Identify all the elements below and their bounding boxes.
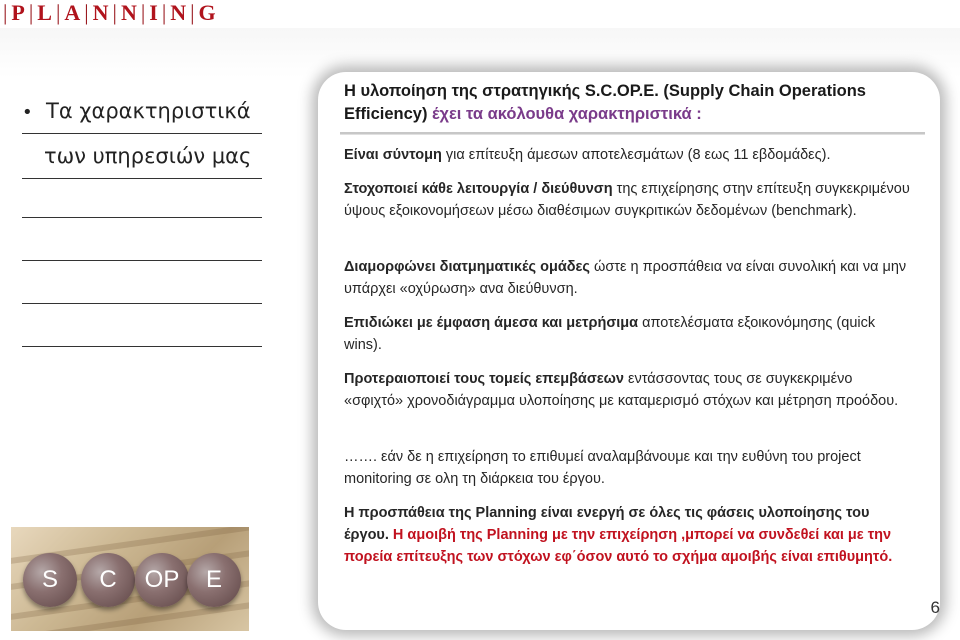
- logo-letter: I: [149, 0, 159, 25]
- sidebar: [22, 96, 262, 168]
- scope-coin-s: S: [23, 553, 77, 607]
- paragraph-3-bold: Διαμορφώνει διατμηματικές ομάδες: [344, 259, 590, 275]
- page-number: 6: [930, 598, 940, 617]
- paragraph-2-bold: Στοχοποιεί κάθε λειτουργία / διεύθυνση: [344, 181, 613, 197]
- paragraph-2-text: της επιχείρησης στην επίτευξη συγκεκριμένου ύψους εξοικονομήσεων μέσω διαθέσιμων συγκριτικών δεδομένων (benchmark).: [344, 181, 910, 219]
- paragraph-7-bold: Η προσπάθεια της Planning είναι ενεργή σε όλες τις φάσεις υλοποίησης του έργου.: [344, 505, 870, 543]
- planning-logo: | P | L | A | N | N | I | N | G: [3, 0, 217, 25]
- content-card: [318, 72, 940, 630]
- logo-letter: G: [198, 0, 217, 25]
- title-divider: [340, 132, 925, 135]
- sidebar-rule: [22, 217, 262, 218]
- sidebar-heading-line2: των υπηρεσιών μας: [44, 144, 252, 168]
- card-title-accent: έχει τα ακόλουθα χαρακτηριστικά :: [427, 105, 702, 123]
- logo-letter: N: [92, 0, 110, 25]
- paragraph-5-bold: Προτεραιοποιεί τους τομείς επεμβάσεων: [344, 371, 624, 387]
- paragraph-3-text: ώστε η προσπάθεια να είναι συνολική και να μην υπάρχει «οχύρωση» ανα διεύθυνση.: [344, 259, 907, 297]
- scope-coin-c: C: [81, 553, 135, 607]
- paragraph-3: [344, 256, 914, 300]
- paragraph-7: [344, 502, 914, 568]
- sidebar-rule: [22, 303, 262, 304]
- logo-letter: P: [11, 0, 26, 25]
- card-title: [344, 80, 914, 126]
- paragraph-4-bold: Επιδιώκει με έμφαση άμεσα και μετρήσιμα: [344, 315, 639, 331]
- sidebar-rule: [22, 133, 262, 134]
- bullet-icon: •: [22, 102, 33, 123]
- card-title-main: Η υλοποίηση της στρατηγικής S.C.OP.E. (Supply Chain Operations Efficiency): [344, 82, 866, 123]
- paragraph-6: ……. εάν δε η επιχείρηση το επιθυμεί αναλαμβάνουμε και την ευθύνη του project monitoring σε ολη τη διάρκεια του έργου.: [344, 449, 861, 487]
- logo-letter: N: [120, 0, 138, 25]
- paragraph-1: [344, 144, 914, 166]
- paragraph-7-highlight: Η αμοιβή της Planning με την επιχείρηση ,μπορεί να συνδεθεί και με την πορεία επίτευξης των στόχων εφ΄όσον αυτό το σχήμα αμοιβής είναι επιθυμητό.: [344, 527, 893, 565]
- paragraph-4-text: αποτελέσματα εξοικονόμησης (quick wins).: [344, 315, 876, 353]
- scope-coin-op: OP: [135, 553, 189, 607]
- header-band: [0, 28, 960, 78]
- logo-letter: L: [37, 0, 53, 25]
- paragraph-1-bold: Είναι σύντομη: [344, 147, 442, 163]
- sidebar-rule: [22, 260, 262, 261]
- paragraph-4: [344, 312, 914, 356]
- paragraph-5: [344, 368, 914, 412]
- logo-letter: N: [170, 0, 188, 25]
- logo-letter: A: [64, 0, 82, 25]
- paragraph-1-text: για επίτευξη άμεσων αποτελεσμάτων (8 εως 11 εβδομάδες).: [441, 147, 831, 163]
- scope-coins-image: [11, 527, 249, 631]
- sidebar-heading: [22, 96, 262, 128]
- scope-coin-e: E: [187, 553, 241, 607]
- paragraph-5-text: εντάσσοντας τους σε συγκεκριμένο «σφιχτό» χρονοδιάγραμμα υλοποίησης με καταμερισμό στόχων και μέτρηση προόδου.: [344, 371, 899, 409]
- sidebar-rule: [22, 178, 262, 179]
- paragraph-2: [344, 178, 914, 222]
- sidebar-heading-line1: Τα χαρακτηριστικά: [46, 99, 251, 123]
- sidebar-rule: [22, 346, 262, 347]
